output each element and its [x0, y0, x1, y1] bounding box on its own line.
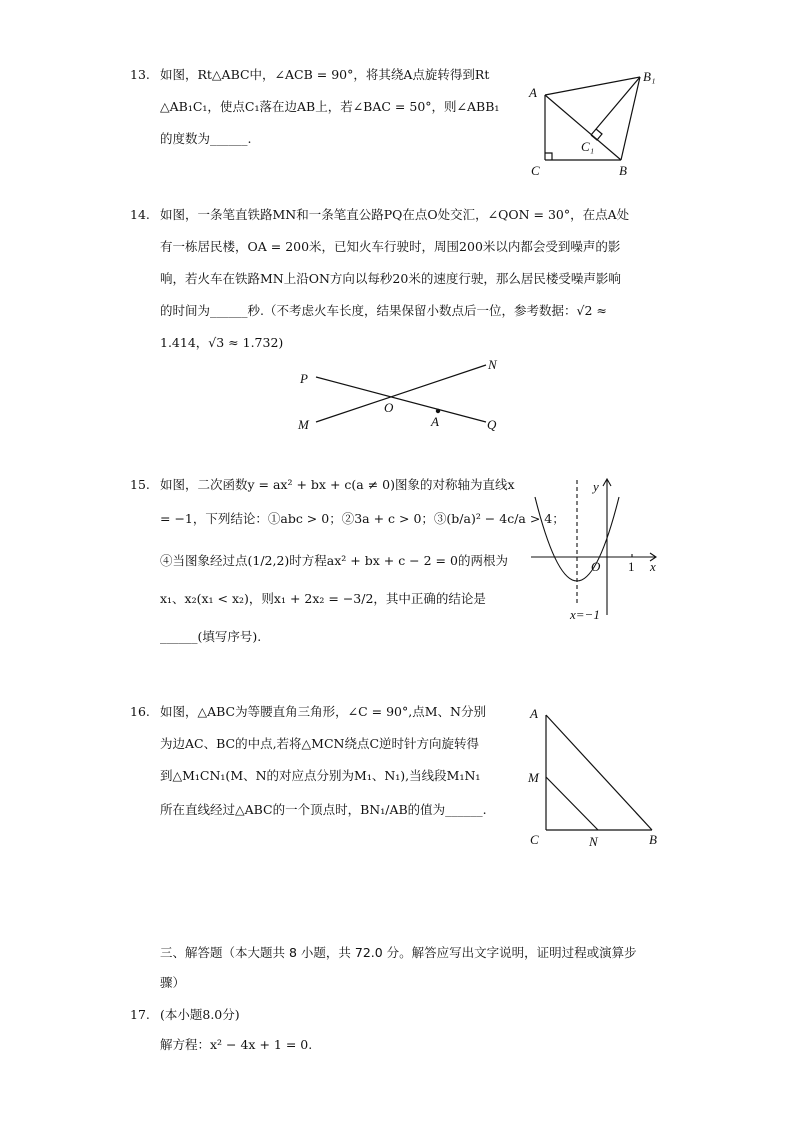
- figure-14: [290, 355, 510, 435]
- question-text-line: ______(填写序号).: [160, 629, 262, 644]
- label-one: 1: [628, 559, 635, 574]
- question-number: 17.: [130, 1007, 150, 1022]
- label-a: A: [529, 85, 537, 100]
- label-b: B: [619, 163, 627, 178]
- question-text-line: 如图，△ABC为等腰直角三角形，∠C = 90°,点M、N分别: [160, 704, 486, 719]
- label-q: Q: [487, 417, 497, 432]
- figure-13: [525, 65, 675, 180]
- question-number: 15.: [130, 477, 150, 492]
- question-number: 16.: [130, 704, 150, 719]
- question-text-line: x₁、x₂(x₁ < x₂)，则x₁ + 2x₂ = −3/2，其中正确的结论是: [160, 591, 486, 606]
- label-c: C: [531, 163, 540, 178]
- label-y: y: [593, 479, 599, 494]
- question-text-line: ④当图象经过点(1/2,2)时方程ax² + bx + c − 2 = 0的两根为: [160, 553, 508, 568]
- question-text-line: 解方程：x² − 4x + 1 = 0.: [160, 1037, 313, 1052]
- question-text-line: △AB₁C₁，使点C₁落在边AB上，若∠BAC = 50°，则∠ABB₁: [160, 99, 500, 114]
- question-text-line: 的度数为______.: [160, 131, 252, 146]
- label-m: M: [298, 417, 309, 432]
- question-14: [130, 200, 670, 360]
- question-text-line: 响，若火车在铁路MN上沿ON方向以每秒20米的速度行驶，那么居民楼受噪声影响: [160, 271, 621, 286]
- question-16: [130, 697, 530, 827]
- label-n: N: [488, 357, 497, 372]
- question-number: 14.: [130, 207, 150, 222]
- question-number: 13.: [130, 67, 150, 82]
- section-heading: 三、解答题（本大题共 8 小题，共 72.0 分。解答应写出文字说明，证明过程或演算步: [160, 945, 637, 960]
- question-text-line: 有一栋居民楼，OA = 200米，已知火车行驶时，周围200米以内都会受到噪声的影: [160, 239, 621, 254]
- label-a: A: [431, 414, 439, 429]
- figure-16: [522, 700, 672, 850]
- question-text-line: 1.414，√3 ≈ 1.732): [160, 335, 284, 350]
- question-text-line: 如图，二次函数y = ax² + bx + c(a ≠ 0)图象的对称轴为直线x: [160, 477, 515, 492]
- question-17: [130, 1000, 530, 1060]
- question-text-line: 如图，一条笔直铁路MN和一条笔直公路PQ在点O处交汇，∠QON = 30°，在点A处: [160, 207, 630, 222]
- question-text-line: = −1，下列结论：①abc > 0；②3a + c > 0；③(b/a)² − 4c/a > 4；: [160, 511, 565, 526]
- label-p: P: [300, 371, 308, 386]
- label-a: A: [530, 706, 538, 721]
- question-text-line: 到△M₁CN₁(M、N的对应点分别为M₁、N₁),当线段M₁N₁: [160, 768, 481, 783]
- question-15: [130, 470, 565, 644]
- label-o: O: [591, 559, 601, 574]
- label-c: C: [530, 832, 539, 847]
- section-heading-cont: 骤）: [160, 975, 186, 990]
- question-text-line: 为边AC、BC的中点,若将△MCN绕点C逆时针方向旋转得: [160, 736, 480, 751]
- figure-15: [525, 475, 665, 625]
- label-x: x: [650, 559, 656, 574]
- question-text-line: 如图，Rt△ABC中，∠ACB = 90°，将其绕A点旋转得到Rt: [160, 67, 490, 82]
- label-m: M: [528, 770, 539, 785]
- question-text-line: 所在直线经过△ABC的一个顶点时，BN₁/AB的值为______.: [160, 802, 487, 817]
- label-o: O: [384, 400, 394, 415]
- label-b1: B₁: [643, 69, 656, 84]
- label-c1: C₁: [581, 139, 595, 154]
- label-axis: x=−1: [570, 607, 600, 622]
- label-n: N: [589, 834, 598, 849]
- question-text-line: 的时间为______秒.（不考虑火车长度，结果保留小数点后一位，参考数据：√2 ≈: [160, 303, 607, 318]
- label-b: B: [649, 832, 657, 847]
- question-13: [130, 60, 530, 160]
- question-score: (本小题8.0分): [160, 1007, 240, 1022]
